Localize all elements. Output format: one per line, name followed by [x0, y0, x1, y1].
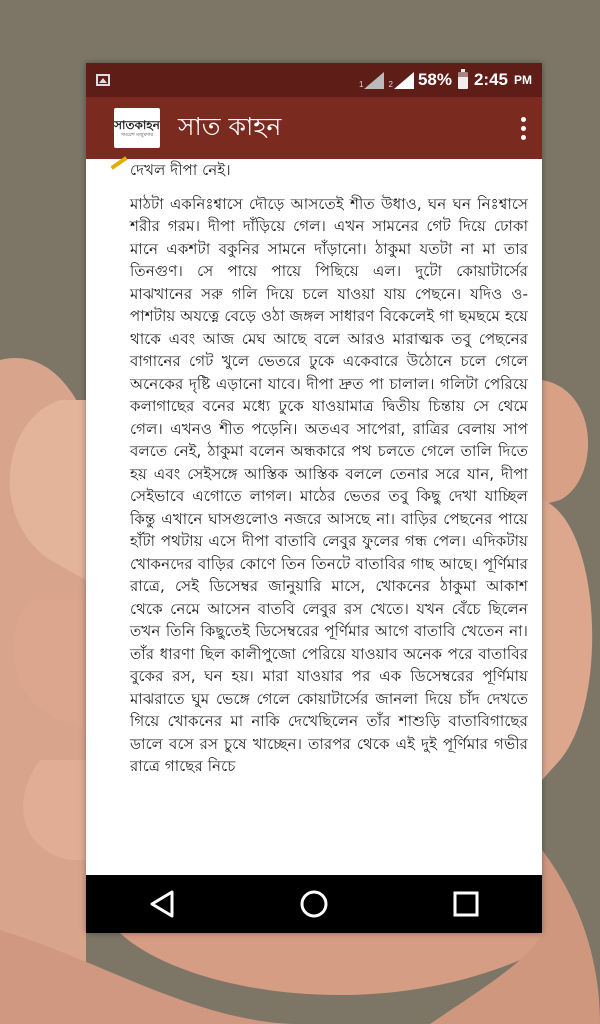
recents-square-icon: [452, 890, 480, 918]
navigation-bar: [86, 875, 542, 933]
book-text[interactable]: [86, 159, 542, 875]
page-title: সাত কাহন: [178, 111, 282, 141]
sim1-label: 1: [359, 79, 364, 89]
app-toolbar: [86, 97, 542, 159]
paragraph: মাঠটা একনিঃশ্বাসে দৌড়ে আসতেই শীত উধাও, ঘন ঘন নিঃশ্বাসে শরীর গরম। দীপা দাঁড়িয়ে গেল। এখন সামনের গেট দিয়ে ঢোকা মানে একশটা বকুনির সামনে দাঁড়ানো। ঠাকুমা যতটা না মা তার তিনগুণ। সে পায়ে পায়ে পিছিয়ে এল। দুটো কোয়াটার্সের মাঝখানের সরু গলি দিয়ে চলে যাওয়া যায় পেছনে। যদিও ও-পাশটায় অযত্নে বেড়ে ওঠা জঙ্গল সাধারণ বিকেলেই গা ছমছমে হয়ে থাকে এবং আজ মেঘ আছে বলে আরও মারাত্মক তবু পেছনের বাগানের গেট খুলে ভেতরে ঢুকে একেবারে উঠোনে চলে গেলে অনেকের দৃষ্টি এড়ানো যাবে। দীপা দ্রুত পা চালাল। গলিটা পেরিয়ে কলাগাছের বনের মধ্যে ঢুকে যাওয়ামাত্র দ্বিতীয় চিন্তায় সে থেমে গেল। এখনও শীত পড়েনি। অতএব সাপেরা, রাত্রির বেলায় সাপ বলতে নেই, ঠাকুমা বলেন অন্ধকারে পথ চলতে গেলে তালি দিতে হয় এবং সেইসঙ্গে আস্তিক আস্তিক বললে তেনার সরে যান, দীপা সেইভাবে এগোতে লাগল। মাঠের ভেতর তবু কিছু দেখা যাচ্ছিল কিন্তু এখানে ঘাসগুলোও নজরে আসছে না। বাড়ির পেছনের পায়ে হাঁটা পথটায় এসে দীপা বাতাবি লেবুর ফুলের গন্ধ পেল। এদিকটায় খোকনদের বাড়ির কোণে তিন তিনটে বাতাবির গাছ আছে। পূর্ণিমার রাত্রে, সেই ডিসেম্বর জানুয়ারি মাসে, খোকনের ঠাকুমা আকাশ থেকে নেমে আসেন বাতবি লেবুর রস খেতে। যখন বেঁচে ছিলেন তখন তিনি কিছুতেই ডিসেম্বরের পূর্ণিমার আগে বাতাবি খেতেন না। তাঁর ধারণা ছিল কালীপুজো পেরিয়ে যাওয়াব অনেক পরে বাতাবির বুকের রস, ঘন হয়। মারা যাওয়ার পর এক ডিসেম্বরের পূর্ণিমায় মাঝরাতে ঘুম ভেঙ্গে গেলে কোয়াটার্সের জানলা দিয়ে চাঁদ দেখতে গিয়ে খোকনের মা নাকি দেখেছিলেন তাঁর শাশুড়ি বাতাবিগাছের ডালে বসে রস চুষে খাচ্ছেন। তারপর থেকে এই দুই পূর্ণিমার গভীর রাত্রে গাছের নিচে: [130, 194, 528, 775]
signal-icon: [394, 72, 414, 89]
menu-dot: [521, 117, 526, 122]
sim2-label: 2: [388, 79, 393, 89]
clock-suffix: PM: [514, 73, 532, 87]
battery-percent: 58%: [417, 70, 452, 89]
logo-title: সাতকাহন: [114, 117, 160, 132]
battery-icon: [458, 72, 468, 89]
overflow-menu-icon[interactable]: [516, 117, 530, 140]
clock: 2:45: [473, 70, 508, 89]
menu-dot: [521, 135, 526, 140]
sim2-signal: [388, 72, 413, 89]
sim1-signal: [359, 72, 384, 89]
image-notification-icon: [96, 74, 110, 86]
recents-button[interactable]: [436, 879, 496, 929]
signal-icon: [364, 72, 384, 89]
paragraph: দেখল দীপা নেই।: [130, 161, 231, 179]
logo-subtitle: সমরেশ মজুমদার: [120, 131, 154, 138]
home-button[interactable]: [284, 879, 344, 929]
app-logo[interactable]: [114, 108, 160, 148]
back-button[interactable]: [132, 879, 192, 929]
menu-dot: [521, 126, 526, 131]
status-bar: [86, 63, 542, 97]
back-triangle-icon: [148, 889, 176, 919]
phone-screen: [86, 63, 542, 933]
home-circle-icon: [299, 889, 329, 919]
